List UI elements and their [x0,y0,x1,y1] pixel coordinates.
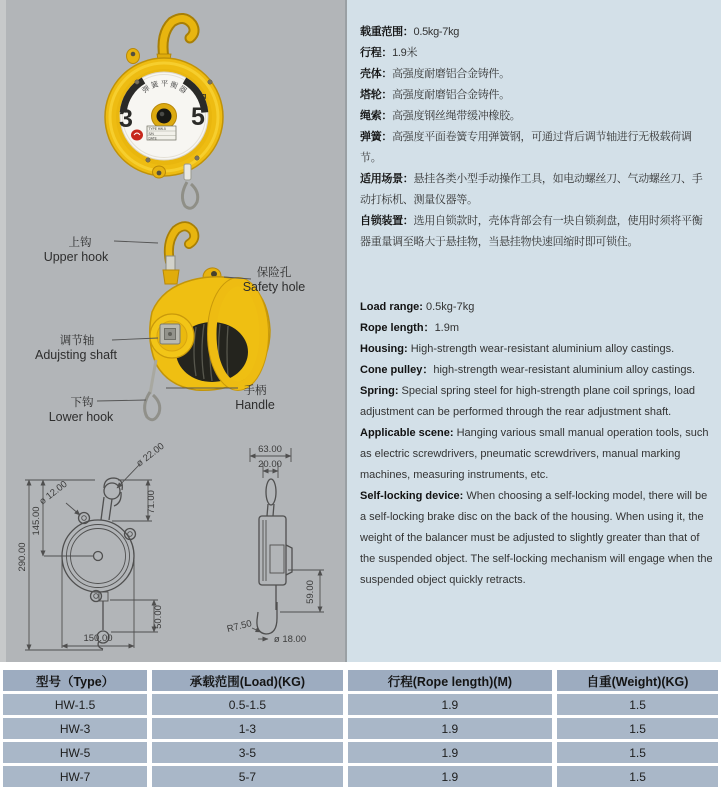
plate-row-sn: S/N [148,131,154,136]
spec-label: 行程： [360,47,393,59]
spec-line [360,43,713,64]
callout-safety-hole-en: Safety hole [242,280,306,294]
table-cell: 1.5 [557,742,718,763]
spec-label: Spring: [360,385,399,397]
table-cell: HW-3 [3,718,147,739]
lug-hole [157,171,162,176]
spec-value: 高强度耐磨铝合金铸件。 [392,89,510,101]
callout-safety-hole-zh: 保险孔 [256,267,292,279]
spec-line [360,381,713,423]
side-drum-cover [286,545,292,575]
table-cell: 1.9 [348,766,552,787]
dim-lower-len: 50.00 [153,605,164,629]
side-hook-eye [266,479,276,505]
hub-highlight [160,112,165,117]
cable-fitting [184,164,191,180]
spec-value: high-strength wear-resistant aluminium alloy castings. [433,364,696,376]
spec-value: 高强度钢丝绳带缓冲橡胶。 [392,110,521,122]
spec-value: Special spring steel for high-strength plane coil springs, load adjustment can be performed through the rear adjustment shaft. [360,385,696,418]
bottom-snap-hook [182,182,197,208]
spec-line [360,360,713,381]
screw [208,80,212,84]
spec-label: Housing: [360,343,408,355]
spec-label: 弹簧： [360,131,393,143]
spec-label: 载重范围： [360,26,414,38]
chinese-specs [360,22,713,253]
balancer-annotated-photo [35,226,305,424]
leader-dia-hook [117,464,140,488]
table-header-weight: 自重(Weight)(KG) [557,670,718,691]
balancer-front-photo [105,18,223,208]
english-specs [360,297,713,591]
spec-value: Hanging various small manual operation tools, such as electric screwdrivers, pneumatic screwdrivers, manual marking machines, measuring instruments, etc. [360,427,709,481]
table-cell: 0.5-1.5 [152,694,343,715]
leader-dia-hole [66,503,80,515]
spec-line [360,22,713,43]
leader-hook-radius [252,628,261,632]
spec-label: Load range: [360,301,423,313]
spec-value: When choosing a self-locking model, there will be a self-locking brake disc on the back of the housing. When using it, the weight of the balancer must be adjusted to slightly greater than that of the suspended object. The self-locking mechanism will engage when the suspended object quickly retracts. [360,490,713,586]
lower-snap-hook [145,392,160,420]
side-hook-neck [267,504,268,516]
dim-depth: 63.00 [258,444,282,455]
dim-dia-lower-hook: ø 18.00 [273,634,307,645]
spec-value: 0.5kg-7kg [413,26,460,38]
spec-line [360,169,713,211]
table-cell: 1.9 [348,742,552,763]
spec-line [360,85,713,106]
table-cell: 5-7 [152,766,343,787]
dim-height-half: 145.00 [31,506,42,536]
dim-height-total: 290.00 [17,542,28,572]
brand-logo [131,130,143,141]
drawing-hook-eye [104,483,120,499]
table-header-rope-length: 行程(Rope length)(M) [348,670,552,691]
table-cell: HW-1.5 [3,694,147,715]
dial-min: 3 [119,105,133,133]
table-cell: 1.5 [557,694,718,715]
spec-line [360,211,713,253]
spec-label: 绳索： [360,110,393,122]
shaft-center [168,332,172,336]
spec-line [360,486,713,591]
plate-row-type: TYPE HW-5 [148,127,166,131]
callout-leader [114,241,158,243]
side-lower-hook [257,602,277,634]
dial-arc-text: 弹簧平衡器 [140,78,190,97]
callout-lower-hook-en: Lower hook [48,410,114,424]
dial-max: 5 [191,103,205,131]
drawing-lug-hole [94,594,99,599]
drawing-center-hub [94,552,103,561]
spec-value: 高强度耐磨铝合金铸件。 [392,68,510,80]
spec-text-panel [345,0,721,662]
dim-depth-inner: 20.00 [258,459,282,470]
dim-hook-height: 71.00 [146,490,157,514]
dimension-drawing [17,441,324,650]
callout-adjusting-shaft-en: Adujsting shaft [35,348,117,362]
table-cell: HW-5 [3,742,147,763]
spec-value: 高强度平面卷簧专用弹簧钢，可通过背后调节轴进行无极载荷调节。 [360,131,692,164]
table-cell: 1.5 [557,766,718,787]
dim-dia-hole: ø 12.00 [37,478,70,508]
spec-value: 0.5kg-7kg [422,301,475,313]
callout-upper-hook-zh: 上钩 [68,237,92,249]
spec-line [360,339,713,360]
callout-adjusting-shaft-zh: 调节轴 [59,335,95,347]
spec-line [360,64,713,85]
center-hub [157,109,172,124]
table-cell: 1-3 [152,718,343,739]
spec-label: Self-locking device: [360,490,464,502]
side-hook-neck [273,504,274,516]
hook-neck [109,499,112,520]
wire-rope [150,360,156,394]
drawing-lug [79,513,90,524]
spec-label: Cone pulley： [360,364,434,376]
table-header-load: 承载范围(Load)(KG) [152,670,343,691]
spec-label: 壳体： [360,68,393,80]
dial-unit: kg [197,91,207,100]
dim-dia-hook: ø 22.00 [134,440,167,470]
product-images-panel [0,0,345,662]
spec-table [0,662,721,789]
lug-hole [131,52,136,57]
spec-label: Applicable scene: [360,427,454,439]
callout-handle-zh: 手柄 [243,385,267,397]
plate-row-date: DATE [148,136,157,141]
spec-label: 适用场景： [360,173,414,185]
spec-line [360,127,713,169]
dim-hook-radius: R7.50 [225,618,254,635]
callout-leader [97,400,146,401]
spec-line [360,423,713,486]
spec-line [360,297,713,318]
callout-handle-en: Handle [235,398,275,412]
table-cell: 3-5 [152,742,343,763]
spec-line [360,106,713,127]
side-detail [270,545,284,573]
spec-value: 1.9米 [392,47,418,59]
dim-side-lower: 59.00 [305,580,316,604]
table-cell: 1.9 [348,718,552,739]
spec-label: Rope length： [360,322,435,334]
table-header-type: 型号（Type） [3,670,147,691]
dim-width: 150.00 [83,633,113,644]
table-cell: 1.9 [348,694,552,715]
top-mount [163,270,179,284]
spec-line [360,318,713,339]
spec-label: 塔轮： [360,89,393,101]
swivel [166,256,175,270]
product-illustrations [6,0,345,662]
hook-neck [101,497,104,520]
spec-label: 自锁装置： [360,215,414,227]
spec-value: 选用自锁款时，壳体背部会有一块自锁刹盘，使用时须将平衡器重量调至略大于悬挂物，当悬挂物快速回缩时即可锁住。 [360,215,703,248]
table-cell: HW-7 [3,766,147,787]
drawing-lug-hole [128,532,133,537]
spec-value: 悬挂各类小型手动操作工具，如电动螺丝刀、气动螺丝刀、手动打标机、测量仪器等。 [360,173,703,206]
screw [146,158,150,162]
callout-lower-hook-zh: 下钩 [70,397,94,409]
spec-value: High-strength wear-resistant aluminium alloy castings. [407,343,675,355]
spec-value: 1.9m [434,322,460,334]
table-cell: 1.5 [557,718,718,739]
drawing-lug-hole [82,516,87,521]
callout-upper-hook-en: Upper hook [43,250,109,264]
screw [135,80,139,84]
screw [195,156,199,160]
